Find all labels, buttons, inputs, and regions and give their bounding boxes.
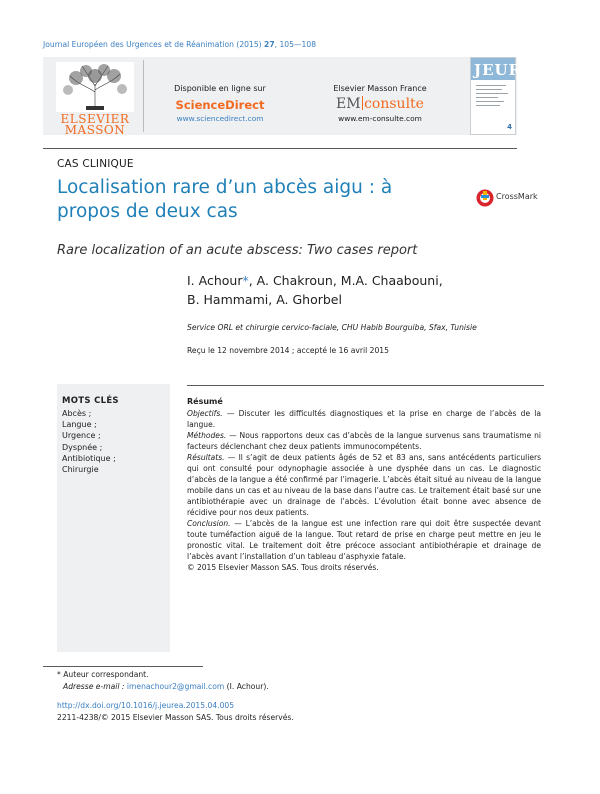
issn-copyright: 2211-4238/© 2015 Elsevier Masson SAS. Tous droits réservés. bbox=[57, 713, 294, 722]
corresponding-author-note: * Auteur correspondant. bbox=[57, 670, 149, 679]
keywords-list bbox=[62, 408, 116, 475]
coauthors-line-1: , A. Chakroun, M.A. Chaabouni, bbox=[248, 273, 443, 288]
email-link[interactable]: imenachour2@gmail.com bbox=[126, 682, 225, 691]
journal-cover-thumbnail[interactable] bbox=[470, 57, 523, 135]
elsevier-logo bbox=[56, 62, 134, 136]
corresponding-author: I. Achour bbox=[187, 273, 243, 288]
em-consulte-label: Elsevier Masson France bbox=[333, 84, 427, 93]
abstract-objectives: Objectifs. — Discuter les difficultés diagnostiques et la prise en charge de l’abcès de la langue. bbox=[187, 409, 541, 429]
sciencedirect-name[interactable]: ScienceDirect bbox=[175, 98, 265, 112]
journal-name: Journal Européen des Urgences et de Réanimation (2015) bbox=[43, 40, 262, 49]
abstract-copyright: © 2015 Elsevier Masson SAS. Tous droits réservés. bbox=[187, 563, 379, 572]
doi-link[interactable]: http://dx.doi.org/10.1016/j.jeurea.2015.04.005 bbox=[57, 701, 235, 710]
affiliation: Service ORL et chirurgie cervico-faciale, CHU Habib Bourguiba, Sfax, Tunisie bbox=[187, 323, 477, 332]
author-list bbox=[187, 271, 487, 309]
cover-text-lines bbox=[476, 85, 510, 109]
footnote-rule bbox=[43, 666, 203, 667]
keyword-item: Dyspnée ; bbox=[62, 442, 103, 452]
abstract-body bbox=[187, 408, 541, 573]
journal-pages: , 105—108 bbox=[274, 40, 317, 49]
journal-volume: 27 bbox=[264, 40, 275, 49]
em-logo-part: EM bbox=[336, 96, 361, 112]
keyword-item: Langue ; bbox=[62, 420, 97, 430]
cover-issue-number: 4 bbox=[507, 123, 512, 131]
article-type: CAS CLINIQUE bbox=[57, 158, 134, 170]
sciencedirect-label: Disponible en ligne sur bbox=[174, 84, 266, 93]
header-rule bbox=[43, 148, 517, 149]
journal-reference[interactable] bbox=[43, 40, 316, 49]
sciencedirect-block bbox=[150, 84, 290, 123]
abstract-methods: Méthodes. — Nous rapportons deux cas d’abcès de la langue survenus sans traumatisme ni facteurs déclenchant chez deux patients immunocompétents. bbox=[187, 431, 541, 451]
banner-divider bbox=[143, 60, 144, 132]
keyword-item: Urgence ; bbox=[62, 431, 101, 441]
crossmark-icon bbox=[476, 188, 494, 208]
email-note: Adresse e-mail : imenachour2@gmail.com (I. Achour). bbox=[63, 682, 269, 691]
article-title-english: Rare localization of an acute abscess: Two cases report bbox=[57, 243, 418, 258]
elsevier-tree-icon bbox=[56, 62, 134, 112]
author-line-1 bbox=[187, 271, 487, 290]
keyword-item: Abcès ; bbox=[62, 409, 92, 418]
em-consulte-logo[interactable] bbox=[300, 96, 460, 112]
em-consulte-link[interactable]: www.em-consulte.com bbox=[338, 114, 422, 123]
keyword-item: Chirurgie bbox=[62, 465, 99, 475]
crossmark-label[interactable]: CrossMark bbox=[496, 192, 538, 201]
received-accepted-dates: Reçu le 12 novembre 2014 ; accepté le 16 avril 2015 bbox=[187, 346, 389, 355]
abstract-rule bbox=[187, 385, 544, 386]
abstract-conclusion: Conclusion. — L’abcès de la langue est une infection rare qui doit être suspectée devant toute tuméfaction aiguë de la langue. Tout retard de prise en charge peut mettre en jeu le pronostic vital. Le traitement doit être précoce associant antibiothérapie et drainage de l’abcès avant l’installation d’un tableau d’asphyxie fatale. bbox=[187, 519, 541, 561]
corresponding-marker[interactable]: * bbox=[242, 273, 249, 288]
consulte-logo-part: consulte bbox=[364, 96, 424, 112]
cover-header: JEUR bbox=[471, 58, 515, 80]
abstract-title: Résumé bbox=[187, 397, 223, 406]
crossmark-badge[interactable] bbox=[476, 188, 494, 212]
author-line-2: B. Hammami, A. Ghorbel bbox=[187, 292, 342, 307]
sciencedirect-link[interactable]: www.sciencedirect.com bbox=[176, 114, 264, 123]
elsevier-masson-logo-text: ELSEVIER MASSON bbox=[60, 112, 130, 137]
keyword-item: Antibiotique ; bbox=[62, 453, 116, 463]
keywords-title: MOTS CLÉS bbox=[62, 396, 119, 406]
article-title: Localisation rare d’un abcès aigu : à propos de deux cas bbox=[57, 177, 393, 222]
em-consulte-block bbox=[300, 84, 460, 123]
abstract-results: Résultats. — Il s’agit de deux patients âgés de 52 et 83 ans, sans antécédents particuliers qui ont consulté pour odynophagie associée à une dysphée dans un cas. Le diagnostic d’abcès de la langue a été confirmé par l’imagerie. L’abcès était situé au niveau de la langue mobile dans un cas et au niveau de la base dans l’autre cas. Le traitement était basé sur une antibiothérapie avec un drainage de l’abcès. L’évolution était bonne avec absence de récidive pour nos deux patients. bbox=[187, 453, 541, 517]
